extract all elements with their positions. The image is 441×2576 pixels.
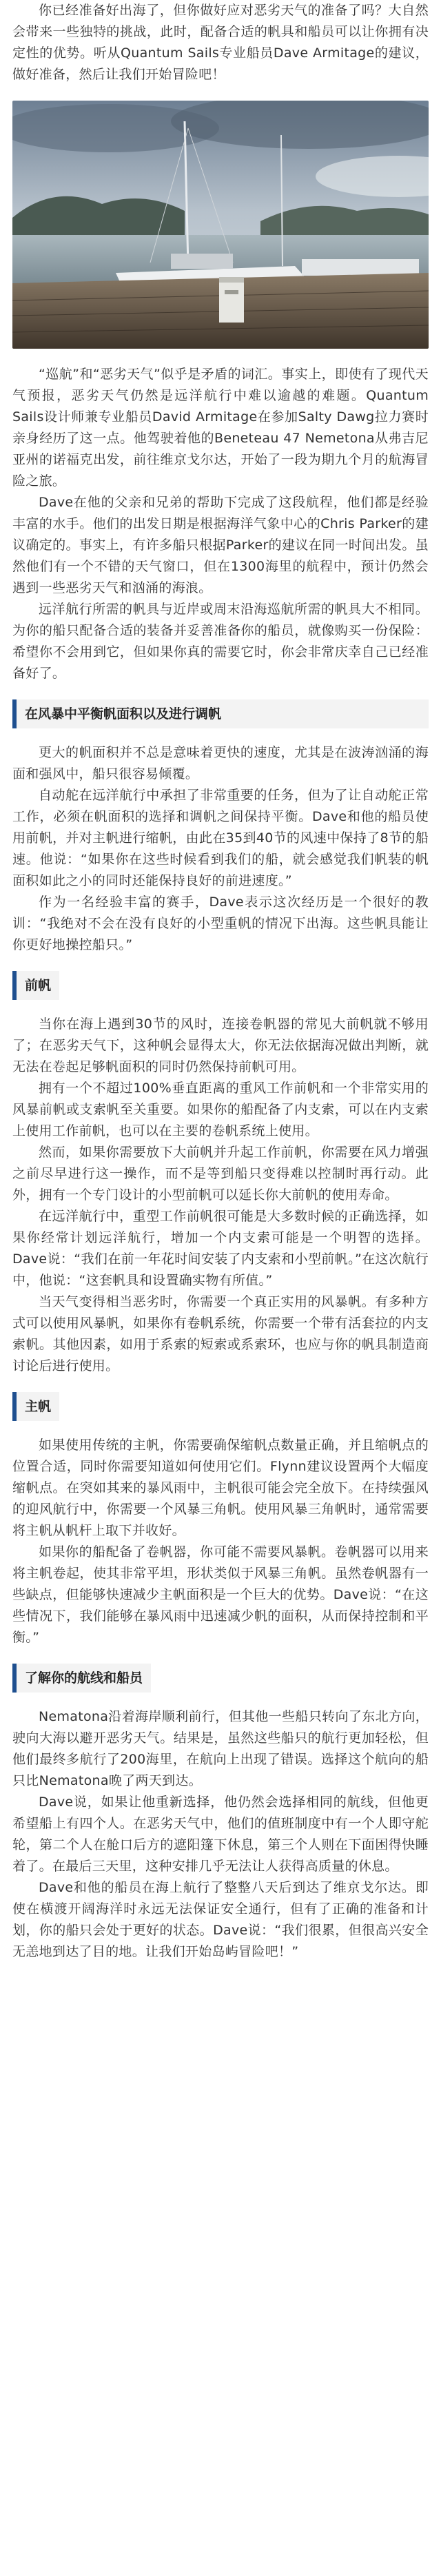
paragraph: 作为一名经验丰富的赛手，Dave表示这次经历是一个很好的教训：“我绝对不会在没有良好的小型重帆的情况下出海。这些帆具能让你更好地操控船只。” [12, 895, 429, 952]
paragraph: Dave在他的父亲和兄弟的帮助下完成了这段航程，他们都是经验丰富的水手。他们的出发日期是根据海洋气象中心的Chris Parker的建议确定的。事实上，有许多船只根据Parker的建议在同一时间出发。虽然他们有一个不错的天气窗口，但在1300海里的航程中，预计仍然会遇到一些恶劣天气和汹涌的海浪。 [12, 495, 429, 595]
section-sail-balance [12, 742, 429, 956]
marina-photo [12, 101, 429, 349]
paragraph: 更大的帆面积并不总是意味着更快的速度，尤其是在波涛汹涌的海面和强风中，船只很容易倾覆。 [12, 745, 429, 781]
paragraph: Nematona沿着海岸顺利前行，但其他一些船只转向了东北方向，驶向大海以避开恶劣天气。结果是，虽然这些船只的航行更加轻松，但他们最终多航行了200海里，在航向上出现了错误。选择这个航向的船只比Nematona晚了两天到达。 [12, 1709, 429, 1788]
section-heading-headsail: 前帆 [12, 971, 59, 1000]
paragraph: 如果使用传统的主帆，你需要确保缩帆点数量正确，并且缩帆点的位置合适，同时你需要知道如何使用它们。Flynn建议设置两个大幅度缩帆点。在突如其来的暴风雨中，主帆很可能会完全放下。在持续强风的迎风航行中，你需要一个风暴三角帆。使用风暴三角帆时，通常需要将主帆从帆杆上取下并收好。 [12, 1438, 429, 1538]
paragraph: 拥有一个不超过100%垂直距离的重风工作前帆和一个非常实用的风暴前帆或支索帆至关重要。如果你的船配备了内支索，可以在内支索上使用工作前帆，也可以在主要的卷帆系统上使用。 [12, 1081, 429, 1138]
section-headsail [12, 1014, 429, 1377]
section-mainsail [12, 1435, 429, 1648]
paragraph: Dave说，如果让他重新选择，他仍然会选择相同的航线，但他更希望船上有四个人。在恶劣天气中，他们的值班制度中有一个人即守舵轮，第二个人在舱口后方的遮阳篷下休息，第三个人则在下面困得快睡着了。在最后三天里，这种安排几乎无法让人获得高质量的休息。 [12, 1795, 429, 1874]
paragraph: “巡航”和“恶劣天气”似乎是矛盾的词汇。事实上，即使有了现代天气预报，恶劣天气仍然是远洋航行中难以逾越的难题。Quantum Sails设计师兼专业船员David Armitage在参加Salty Dawg拉力赛时亲身经历了这一点。他驾驶着他的Beneteau 47 Nemetona从弗吉尼亚州的诺福克出发，前往维京戈尔达，开始了一段为期九个月的航海冒险之旅。 [12, 367, 429, 489]
section-route-crew [12, 1706, 429, 1963]
paragraph: Dave和他的船员在海上航行了整整八天后到达了维京戈尔达。即使在横渡开阔海洋时永远无法保证安全通行，但有了正确的准备和计划，你的船只会处于更好的状态。Dave说：“我们很累，但很高兴安全无恙地到达了目的地。让我们开始岛屿冒险吧！” [12, 1880, 429, 1959]
intro-paragraph: 你已经准备好出海了，但你做好应对恶劣天气的准备了吗？大自然会带来一些独特的挑战，此时，配备合适的帆具和船员可以让你拥有决定性的优势。听从Quantum Sails专业船员Dave Armitage的建议，做好准备，然后让我们开始冒险吧！ [12, 3, 429, 82]
section-heading-mainsail: 主帆 [12, 1392, 59, 1421]
paragraph: 当你在海上遇到30节的风时，连接卷帆器的常见大前帆就不够用了；在恶劣天气下，这种帆会显得太大，你无法依据海况做出判断，就无法在卷起足够帆面积的同时仍然保持前帆可用。 [12, 1016, 429, 1074]
paragraph: 远洋航行所需的帆具与近岸或周末沿海巡航所需的帆具大不相同。为你的船只配备合适的装备并妥善准备你的船员，就像购买一份保险：希望你不会用到它，但如果你真的需要它时，你会非常庆幸自己已经准备好了。 [12, 602, 429, 681]
section-heading-sail-balance: 在风暴中平衡帆面积以及进行调帆 [12, 699, 429, 728]
section-heading-route-crew: 了解你的航线和船员 [12, 1664, 151, 1693]
paragraph: 然而，如果你需要放下大前帆并升起工作前帆，你需要在风力增强之前尽早进行这一操作，而不是等到船只变得难以控制时再行动。此外，拥有一个专门设计的小型前帆可以延长你大前帆的使用寿命。 [12, 1145, 429, 1203]
paragraph: 当天气变得相当恶劣时，你需要一个真正实用的风暴帆。有多种方式可以使用风暴帆，如果你有卷帆系统，你需要一个带有活套拉的内支索帆。其他因素，如用于系索的短索或系索环，也应与你的帆具制造商讨论后进行使用。 [12, 1294, 429, 1373]
paragraph: 在远洋航行中，重型工作前帆很可能是大多数时候的正确选择，如果你经常计划远洋航行，增加一个内支索可能是一个明智的选择。Dave说：“我们在前一年花时间安装了内支索和小型前帆。”在这次航行中，他说：“这套帆具和设置确实物有所值。” [12, 1209, 429, 1288]
section-intro-text [12, 364, 429, 684]
paragraph: 自动舵在远洋航行中承担了非常重要的任务，但为了让自动舵正常工作，必须在帆面积的选择和调帆之间保持平衡。Dave和他的船员使用前帆，并对主帆进行缩帆，由此在35到40节的风速中保持了8节的船速。他说：“如果你在这些时候看到我们的船，就会感觉我们帆装的帆面积如此之小的同时还能保持良好的前进速度。” [12, 788, 429, 888]
paragraph: 如果你的船配备了卷帆器，你可能不需要风暴帆。卷帆器可以用来将主帆卷起，使其非常平坦，形状类似于风暴三角帆。虽然卷帆器有一些缺点，但能够快速减少主帆面积是一个巨大的优势。Dave说：“在这些情况下，我们能够在暴风雨中迅速减少帆的面积，从而保持控制和平衡。” [12, 1544, 429, 1645]
